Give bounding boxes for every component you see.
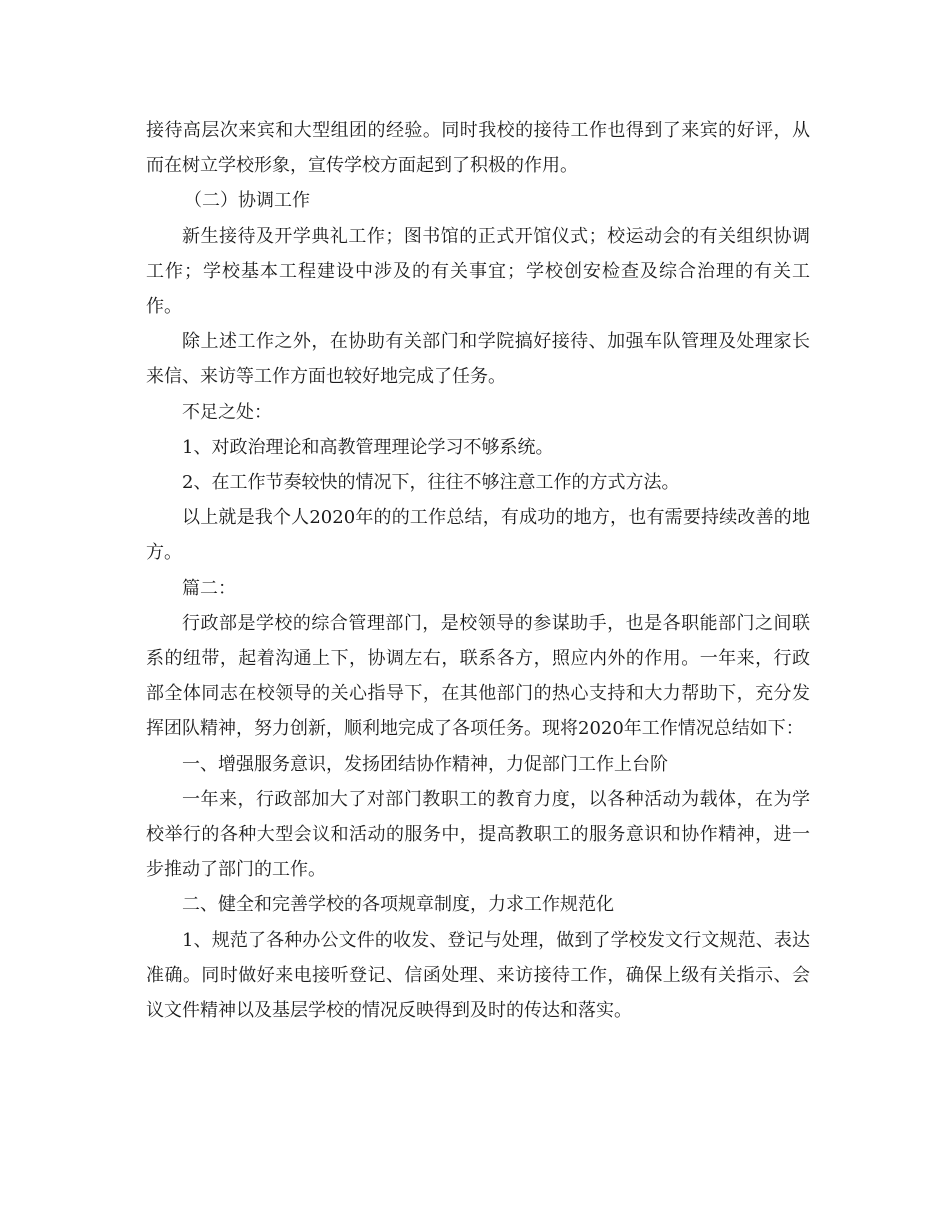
paragraph-admin-department-intro: 行政部是学校的综合管理部门，是校领导的参谋助手，也是各职能部门之间联系的纽带，起着沟通上下，协调左右，联系各方，照应内外的作用。一年来，行政部全体同志在校领导的关心指导下，在其他部门的热心支持和大力帮助下，充分发挥团队精神，努力创新，顺利地完成了各项任务。现将2020年工作情况总结如下： [146,612,810,740]
heading-section-two: 二、健全和完善学校的各项规章制度，力求工作规范化 [182,894,614,916]
paragraph-summary-conclusion: 以上就是我个人2020年的的工作总结，有成功的地方，也有需要持续改善的地方。 [146,507,810,564]
document-body [146,113,810,1028]
heading-coordination-work: （二）协调工作 [184,190,310,212]
paragraph-coordination-items: 新生接待及开学典礼工作；图书馆的正式开馆仪式；校运动会的有关组织协调工作；学校基本工程建设中涉及的有关事宜；学校创安检查及综合治理的有关工作。 [146,225,810,318]
heading-section-one: 一、增强服务意识，发扬团结协作精神，力促部门工作上台阶 [182,753,668,775]
heading-part-two: 篇二： [182,577,236,599]
paragraph-section-one-body: 一年来，行政部加大了对部门教职工的教育力度，以各种活动为载体，在为学校举行的各种大型会议和活动的服务中，提高教职工的服务意识和协作精神，进一步推动了部门的工作。 [146,788,810,881]
list-item-shortcoming-1: 1、对政治理论和高教管理理论学习不够系统。 [182,436,554,458]
paragraph-reception-experience: 接待高层次来宾和大型组团的经验。同时我校的接待工作也得到了来宾的好评，从而在树立学校形象，宣传学校方面起到了积极的作用。 [146,120,810,177]
paragraph-other-tasks: 除上述工作之外，在协助有关部门和学院搞好接待、加强车队管理及处理家长来信、来访等工作方面也较好地完成了任务。 [146,331,810,388]
list-item-shortcoming-2: 2、在工作节奏较快的情况下，往往不够注意工作的方式方法。 [182,472,680,494]
heading-shortcomings: 不足之处： [182,401,272,423]
paragraph-section-two-item-1: 1、规范了各种办公文件的收发、登记与处理，做到了学校发文行文规范、表达准确。同时做好来电接听登记、信函处理、来访接待工作，确保上级有关指示、会议文件精神以及基层学校的情况反映得到及时的传达和落实。 [146,929,810,1022]
